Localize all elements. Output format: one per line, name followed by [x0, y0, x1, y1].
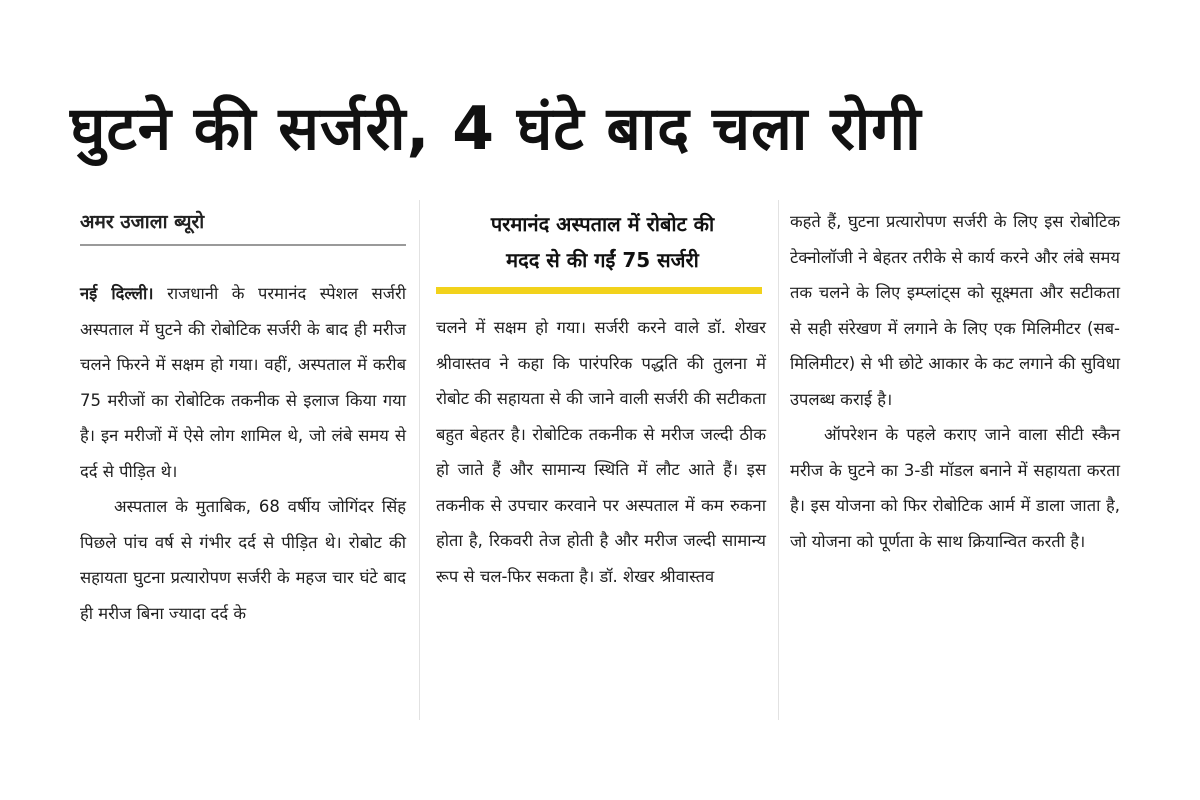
column-1-paragraph-1-text: राजधानी के परमानंद स्पेशल सर्जरी अस्पताल में घुटने की रोबोटिक सर्जरी के बाद ही मरीज चलने फिरने में सक्षम हो गया। वहीं, अस्पताल में करीब 75 मरीजों का रोबोटिक तकनीक से इलाज किया गया है। इन मरीजों में ऐसे लोग शामिल थे, जो लंबे समय से दर्द से पीड़ित थे।	[80, 284, 406, 481]
column-divider	[778, 200, 779, 720]
dateline: नई दिल्ली।	[80, 284, 154, 303]
headline: घुटने की सर्जरी, 4 घंटे बाद चला रोगी	[70, 94, 922, 164]
byline: अमर उजाला ब्यूरो	[80, 211, 205, 233]
article-column-1	[80, 276, 406, 631]
subheadline	[430, 206, 775, 278]
byline-rule	[80, 244, 406, 246]
column-1-paragraph-2: अस्पताल के मुताबिक, 68 वर्षीय जोगिंदर सिंह पिछले पांच वर्ष से गंभीर दर्द से पीड़ित थे। रोबोट की सहायता घुटना प्रत्यारोपण सर्जरी के महज चार घंटे बाद ही मरीज बिना ज्यादा दर्द के	[80, 497, 406, 623]
article-column-2	[436, 310, 766, 594]
column-1-paragraph-1	[80, 276, 406, 489]
column-3-paragraph-1: कहते हैं, घुटना प्रत्यारोपण सर्जरी के लिए इस रोबोटिक टेक्नोलॉजी ने बेहतर तरीके से कार्य करने और लंबे समय तक चलने के लिए इम्प्लांट्स को सूक्ष्मता और सटीकता से सही संरेखण में लगाने के लिए एक मिलिमीटर (सब-मिलिमीटर) से भी छोटे आकार के कट लगाने की सुविधा उपलब्ध कराई है।	[790, 212, 1120, 409]
subheadline-line-2: मदद से की गईं 75 सर्जरी	[506, 248, 699, 272]
subheadline-line-1: परमानंद अस्पताल में रोबोट की	[490, 212, 715, 236]
article-column-3	[790, 204, 1120, 559]
column-divider	[419, 200, 420, 720]
highlight-bar	[436, 287, 762, 294]
column-3-paragraph-2: ऑपरेशन के पहले कराए जाने वाला सीटी स्कैन मरीज के घुटने का 3-डी मॉडल बनाने में सहायता करता है। इस योजना को फिर रोबोटिक आर्म में डाला जाता है, जो योजना को पूर्णता के साथ क्रियान्वित करती है।	[790, 425, 1120, 551]
column-2-paragraph-1: चलने में सक्षम हो गया। सर्जरी करने वाले डॉ. शेखर श्रीवास्तव ने कहा कि पारंपरिक पद्धति की तुलना में रोबोट की सहायता से की जाने वाली सर्जरी की सटीकता बहुत बेहतर है। रोबोटिक तकनीक से मरीज जल्दी ठीक हो जाते हैं और सामान्य स्थिति में लौट आते हैं। इस तकनीक से उपचार करवाने पर अस्पताल में कम रुकना होता है, रिकवरी तेज होती है और मरीज जल्दी सामान्य रूप से चल-फिर सकता है। डॉ. शेखर श्रीवास्तव	[436, 318, 766, 586]
